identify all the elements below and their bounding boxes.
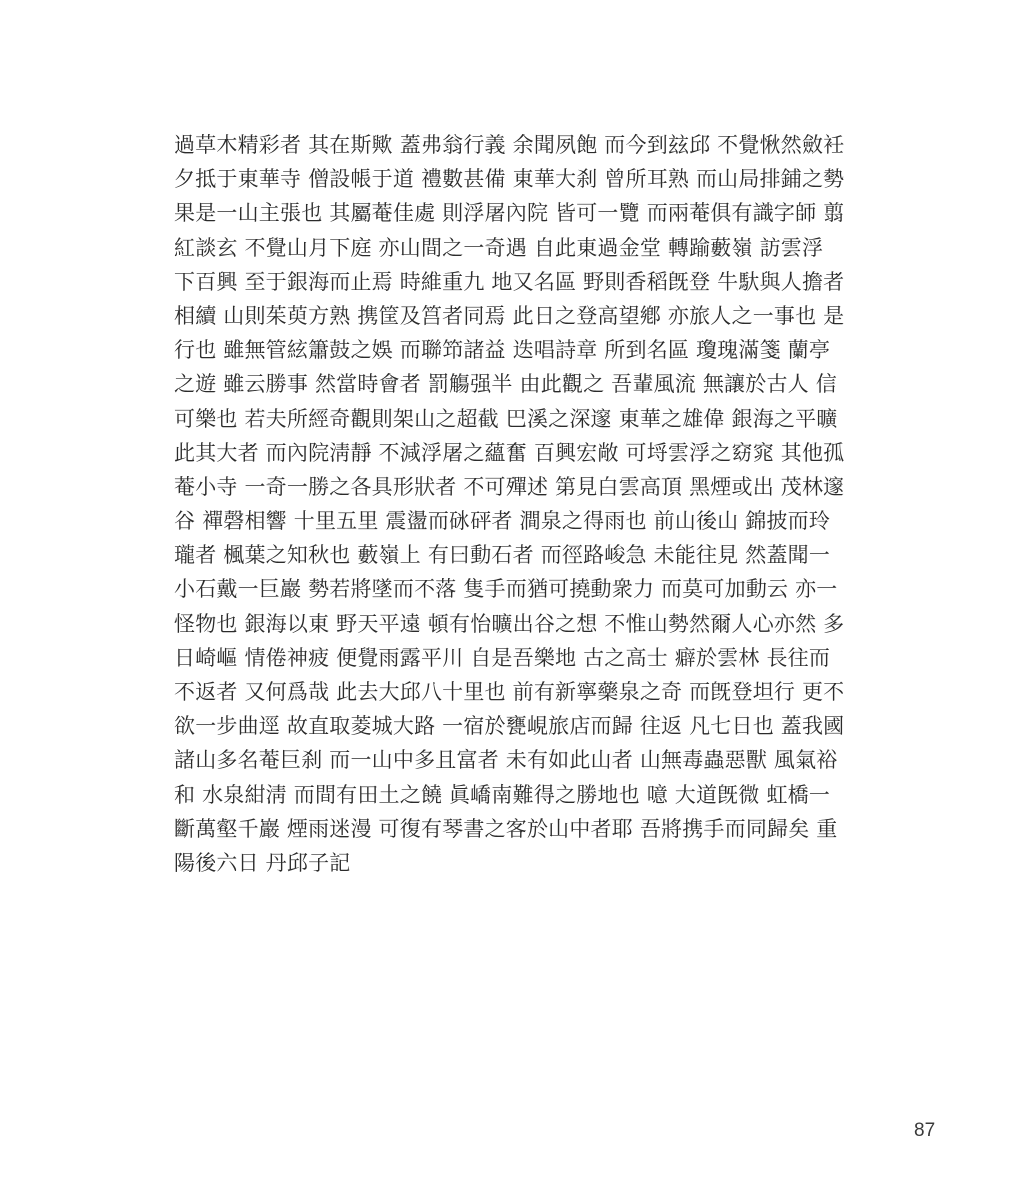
text-line: 諸山多名菴巨刹 而一山中多且富者 未有如此山者 山無毒蟲惡獸 風氣裕 <box>174 748 838 773</box>
text-line: 不返者 又何爲哉 此去大邱八十里也 前有新寧藥泉之奇 而旣登坦行 更不 <box>174 680 845 704</box>
text-line: 下百興 至于銀海而止焉 時維重九 地又名區 野則香稻旣登 牛馱與人擔者 <box>174 269 845 294</box>
text-line: 此其大者 而內院淸靜 不減浮屠之蘊奮 百興宏敞 可埒雲浮之窈窕 其他孤 <box>174 440 845 465</box>
page-number: 87 <box>914 1120 936 1141</box>
text-line: 夕抵于東華寺 僧設帳于道 禮數甚備 東華大刹 曾所耳熟 而山局排鋪之勢 <box>174 167 845 192</box>
text-line: 斷萬壑千巖 煙雨迷漫 可復有琴書之客於山中者耶 吾將携手而同歸矣 重 <box>174 816 838 841</box>
text-line: 過草木精彩者 其在斯歟 蓋弗翁行義 余聞夙飽 而今到玆邱 不覺愀然斂衽 <box>174 133 845 157</box>
text-line: 谷 禪磬相響 十里五里 震盪而砯砰者 澗泉之得雨也 前山後山 錦披而玲 <box>174 509 831 534</box>
text-line: 陽後六日 丹邱子記 <box>174 850 351 875</box>
text-line: 怪物也 銀海以東 野天平遠 頓有怡曠出谷之想 不惟山勢然爾人心亦然 多 <box>174 611 845 636</box>
text-line: 果是一山主張也 其屬菴佳處 則浮屠內院 皆可一覽 而兩菴俱有識字師 翦 <box>174 201 845 226</box>
body-text <box>174 128 854 880</box>
text-line: 行也 雖無管絃簫鼓之娛 而聯笻諸益 迭唱詩章 所到名區 瓊瑰滿箋 蘭亭 <box>174 338 831 363</box>
text-line: 瓏者 楓葉之知秋也 藪嶺上 有曰動石者 而徑路峻急 未能往見 然蓋聞一 <box>174 543 831 568</box>
text-line: 欲一步曲逕 故直取菱城大路 一宿於甕峴旅店而歸 往返 凡七日也 蓋我國 <box>174 714 845 739</box>
text-line: 日崎嶇 情倦神疲 便覺雨露平川 自是吾樂地 古之高士 癖於雲林 長往而 <box>174 645 831 670</box>
text-line: 菴小寺 一奇一勝之各具形狀者 不可殫述 第見白雲高頂 黑煙或出 茂林邃 <box>174 474 845 499</box>
text-line: 之遊 雖云勝事 然當時會者 罰觴强半 由此觀之 吾輩風流 無讓於古人 信 <box>174 372 837 397</box>
text-line: 可樂也 若夫所經奇觀則架山之超截 巴溪之深邃 東華之雄偉 銀海之平曠 <box>174 406 838 431</box>
text-line: 小石戴一巨巖 勢若將墜而不落 隻手而猶可撓動衆力 而莫可加動云 亦一 <box>174 577 838 602</box>
text-line: 相續 山則茱萸方熟 携筐及筥者同焉 此日之登高望鄕 亦旅人之一事也 是 <box>174 303 845 328</box>
text-line: 紅談玄 不覺山月下庭 亦山間之一奇遇 自此東過金堂 轉踰藪嶺 訪雲浮 <box>174 235 824 260</box>
text-line: 和 水泉紺淸 而間有田土之饒 眞嶠南難得之勝地也 噫 大道旣微 虹橋一 <box>174 782 831 807</box>
